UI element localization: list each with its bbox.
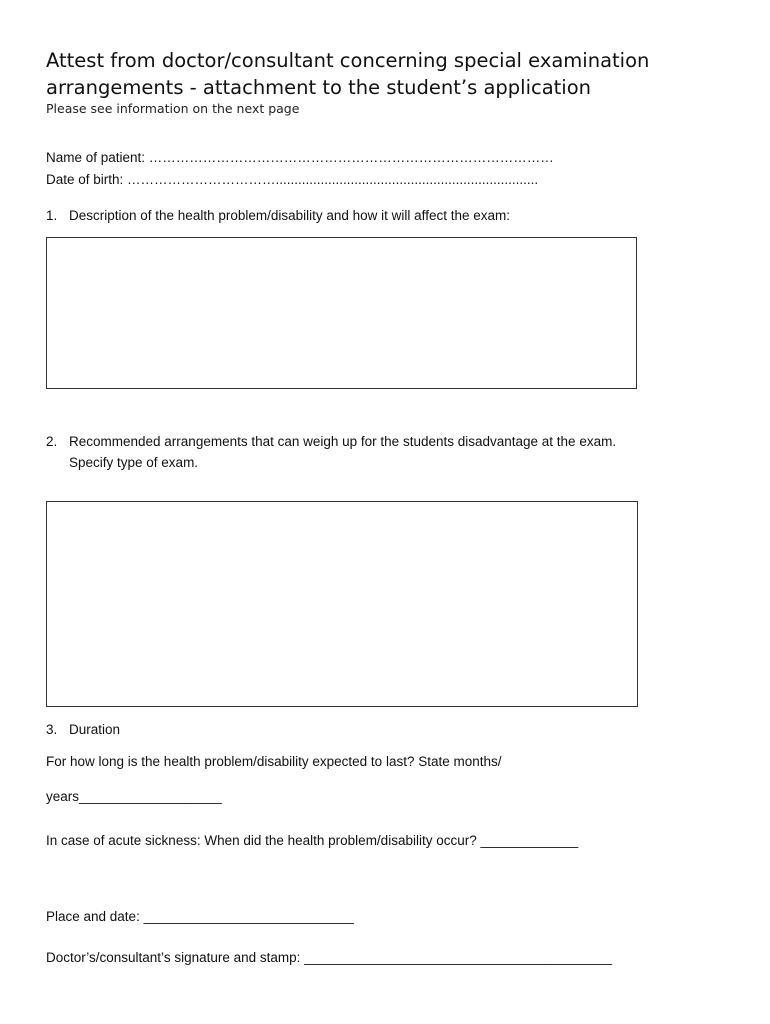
- patient-name-field[interactable]: Name of patient: ………………………………………………………………………………: [46, 150, 554, 165]
- duration-question: For how long is the health problem/disability expected to last? State months/: [46, 754, 502, 769]
- description-textbox[interactable]: [46, 237, 637, 389]
- section-2-heading: [46, 434, 616, 449]
- form-subtitle: Please see information on the next page: [46, 101, 300, 116]
- duration-years-field[interactable]: years___________________: [46, 789, 222, 804]
- section-3-title: Duration: [69, 722, 121, 737]
- section-3-heading: [46, 722, 120, 737]
- date-of-birth-field[interactable]: Date of birth: ……………………………......................................................................: [46, 172, 539, 187]
- form-title-line-1: Attest from doctor/consultant concerning special examination: [46, 49, 650, 72]
- place-and-date-field[interactable]: Place and date: ____________________________: [46, 909, 354, 924]
- section-2-text-line-2: Specify type of exam.: [69, 455, 199, 470]
- section-1-heading: [46, 208, 510, 223]
- section-1-text: Description of the health problem/disability and how it will affect the exam:: [69, 208, 510, 223]
- acute-sickness-field[interactable]: In case of acute sickness: When did the health problem/disability occur? _____________: [46, 833, 579, 848]
- form-title-line-2: arrangements - attachment to the student’s application: [46, 76, 592, 99]
- arrangements-textbox[interactable]: [46, 501, 638, 707]
- section-2-number: 2.: [46, 434, 58, 449]
- section-1-number: 1.: [46, 208, 58, 223]
- section-2-text-line-1: Recommended arrangements that can weigh up for the students disadvantage at the exam.: [69, 434, 617, 449]
- section-3-number: 3.: [46, 722, 58, 737]
- signature-stamp-field[interactable]: Doctor’s/consultant’s signature and stamp: _________________________________________: [46, 950, 612, 965]
